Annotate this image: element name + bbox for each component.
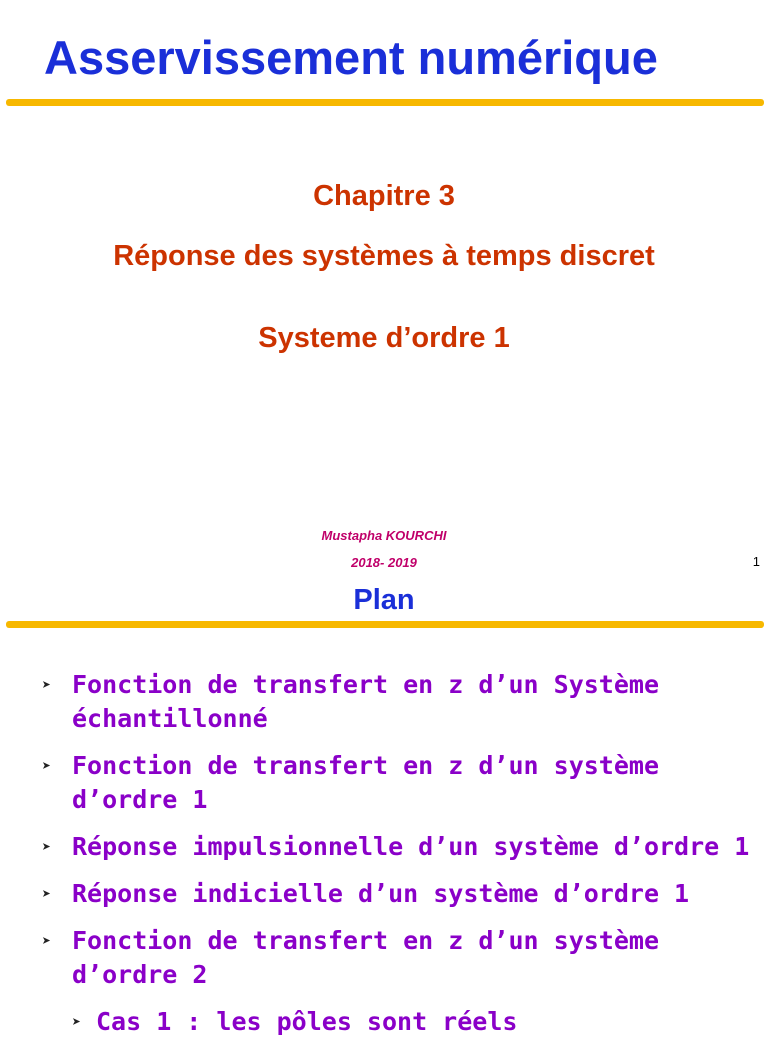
bullet-text: Fonction de transfert en z d’un système d’ordre 2 (72, 926, 659, 989)
title-underline (6, 99, 764, 106)
slide-title: Asservissement numérique (44, 31, 658, 84)
arrowhead-bullet-icon: ➤ (42, 838, 52, 856)
arrowhead-bullet-icon: ➤ (42, 885, 52, 903)
bullet-text: Réponse impulsionnelle d’un système d’ordre 1 (72, 832, 750, 861)
arrowhead-bullet-icon: ➤ (42, 757, 52, 775)
chapter-subtitle: Systeme d’ordre 1 (258, 322, 510, 354)
bullet-text: Fonction de transfert en z d’un Système échantillonné (72, 670, 659, 733)
arrowhead-bullet-icon: ➤ (72, 1013, 82, 1031)
plan-bullet-list (42, 668, 762, 1039)
list-item (42, 830, 762, 864)
sub-list-item (42, 1005, 762, 1039)
bullet-text: Fonction de transfert en z d’un système d’ordre 1 (72, 751, 659, 814)
chapter-subject: Réponse des systèmes à temps discret (113, 240, 655, 272)
academic-year: 2018- 2019 (351, 555, 417, 570)
arrowhead-bullet-icon: ➤ (42, 932, 52, 950)
list-item (42, 924, 762, 992)
list-item (42, 668, 762, 736)
plan-underline (6, 621, 764, 628)
chapter-heading: Chapitre 3 (313, 180, 455, 212)
bullet-text: Réponse indicielle d’un système d’ordre 1 (72, 879, 690, 908)
author-name: Mustapha KOURCHI (321, 528, 447, 543)
list-item (42, 749, 762, 817)
page-number: 1 (752, 554, 760, 569)
arrowhead-bullet-icon: ➤ (42, 676, 52, 694)
sub-bullet-text: Cas 1 : les pôles sont réels (96, 1007, 518, 1036)
plan-title: Plan (353, 584, 415, 616)
list-item (42, 877, 762, 911)
slide-2 (0, 580, 768, 1036)
